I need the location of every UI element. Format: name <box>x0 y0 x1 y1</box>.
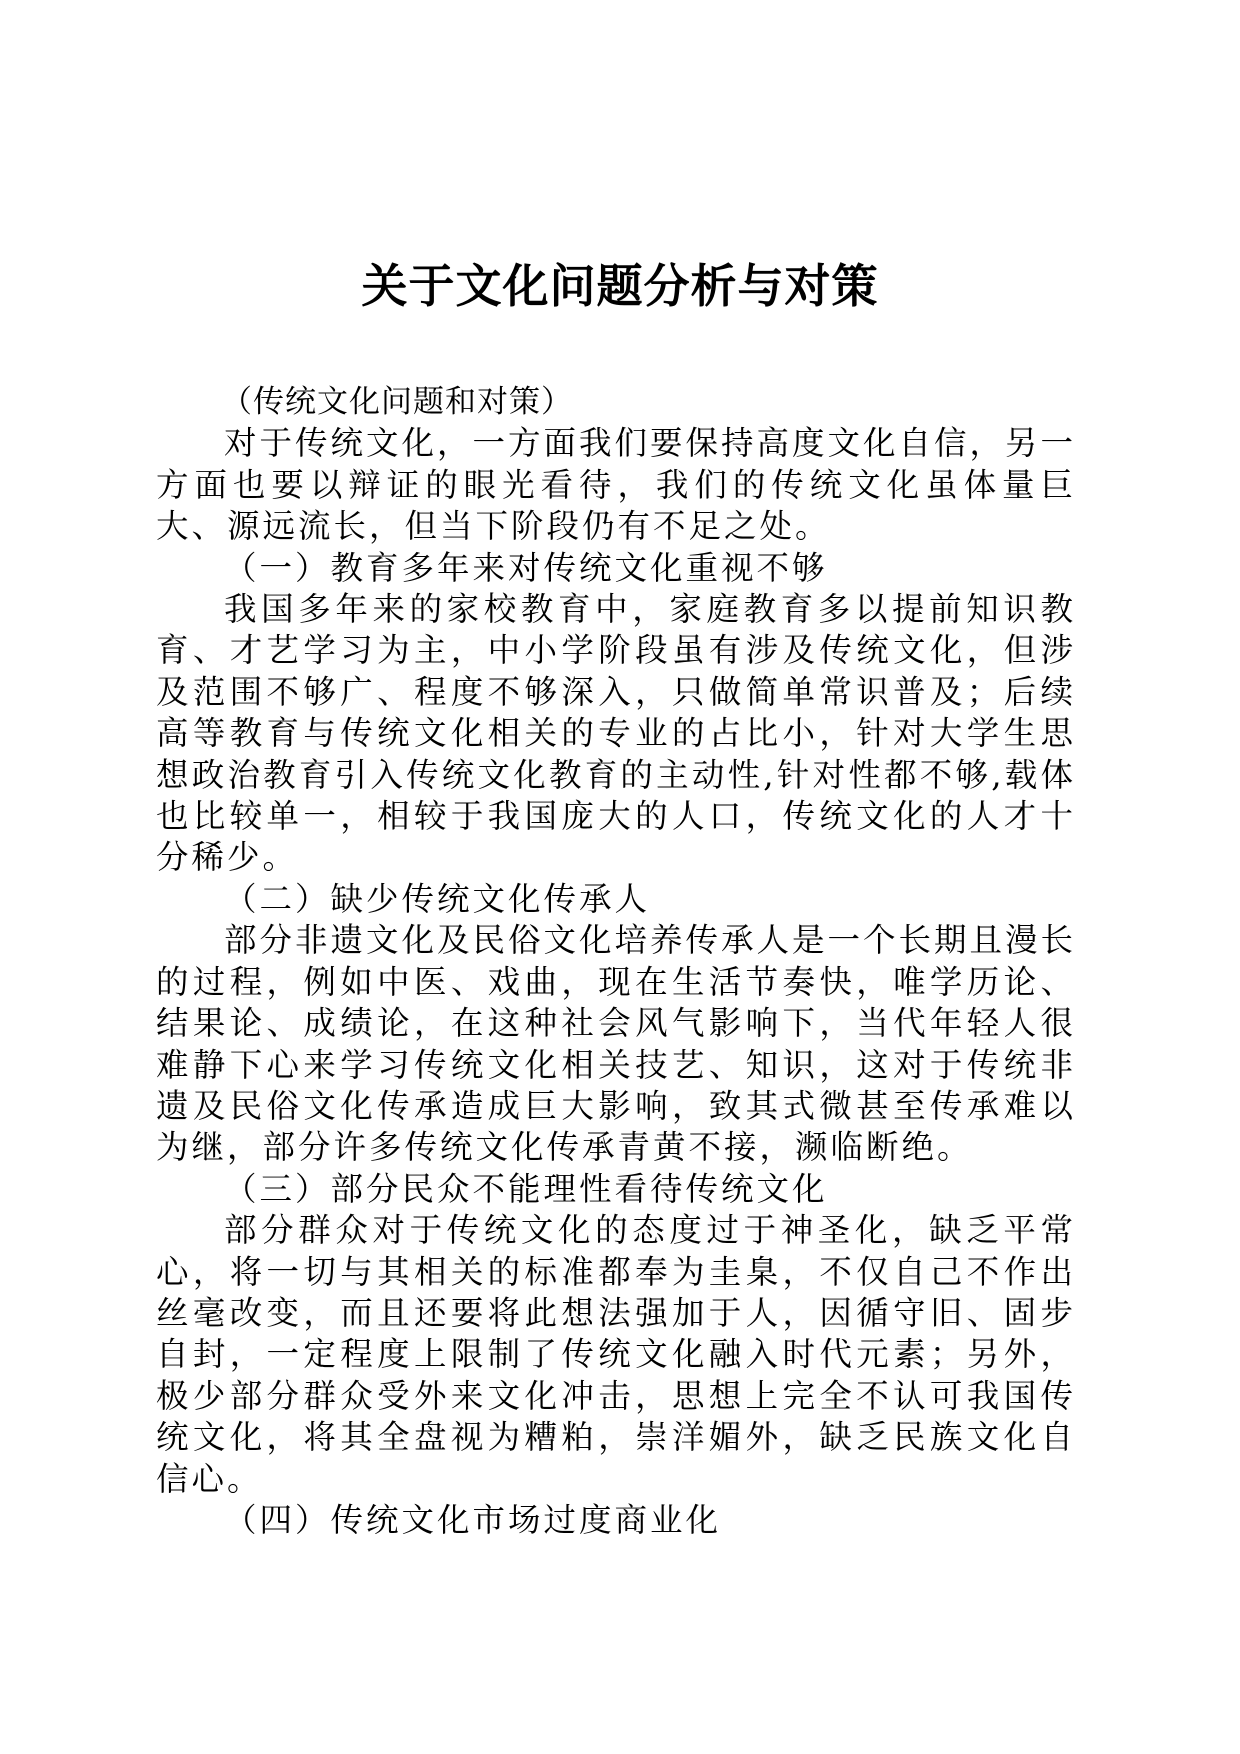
intro-paragraph: 对于传统文化，一方面我们要保持高度文化自信，另一方面也要以辩证的眼光看待，我们的传统文化虽体量巨大、源远流长，但当下阶段仍有不足之处。 <box>156 424 1077 546</box>
section-body-1: 我国多年来的家校教育中，家庭教育多以提前知识教育、才艺学习为主，中小学阶段虽有涉及传统文化，但涉及范围不够广、程度不够深入，只做简单常识普及；后续高等教育与传统文化相关的专业的占比小，针对大学生思想政治教育引入传统文化教育的主动性,针对性都不够,载体也比较单一，相较于我国庞大的人口，传统文化的人才十分稀少。 <box>156 590 1076 877</box>
section-heading-2: （二）缺少传统文化传承人 <box>224 879 651 918</box>
document-subtitle: （传统文化问题和对策） <box>221 384 573 420</box>
section-heading-3: （三）部分民众不能理性看待传统文化 <box>224 1169 828 1208</box>
document-title: 关于文化问题分析与对策 <box>361 259 879 313</box>
section-heading-1: （一）教育多年来对传统文化重视不够 <box>224 548 828 587</box>
document-body <box>156 382 1076 1541</box>
section-heading-4: （四）传统文化市场过度商业化 <box>224 1500 722 1539</box>
section-body-2: 部分非遗文化及民俗文化培养传承人是一个长期且漫长的过程，例如中医、戏曲，现在生活节奏快，唯学历论、结果论、成绩论，在这种社会风气影响下，当代年轻人很难静下心来学习传统文化相关技艺、知识，这对于传统非遗及民俗文化传承造成巨大影响，致其式微甚至传承难以为继，部分许多传统文化传承青黄不接，濒临断绝。 <box>156 921 1077 1167</box>
section-body-3: 部分群众对于传统文化的态度过于神圣化，缺乏平常心，将一切与其相关的标准都奉为圭臬，不仅自己不作出丝毫改变，而且还要将此想法强加于人，因循守旧、固步自封，一定程度上限制了传统文化融入时代元素；另外，极少部分群众受外来文化冲击，思想上完全不认可我国传统文化，将其全盘视为糟粕，崇洋媚外，缺乏民族文化自信心。 <box>156 1211 1076 1498</box>
